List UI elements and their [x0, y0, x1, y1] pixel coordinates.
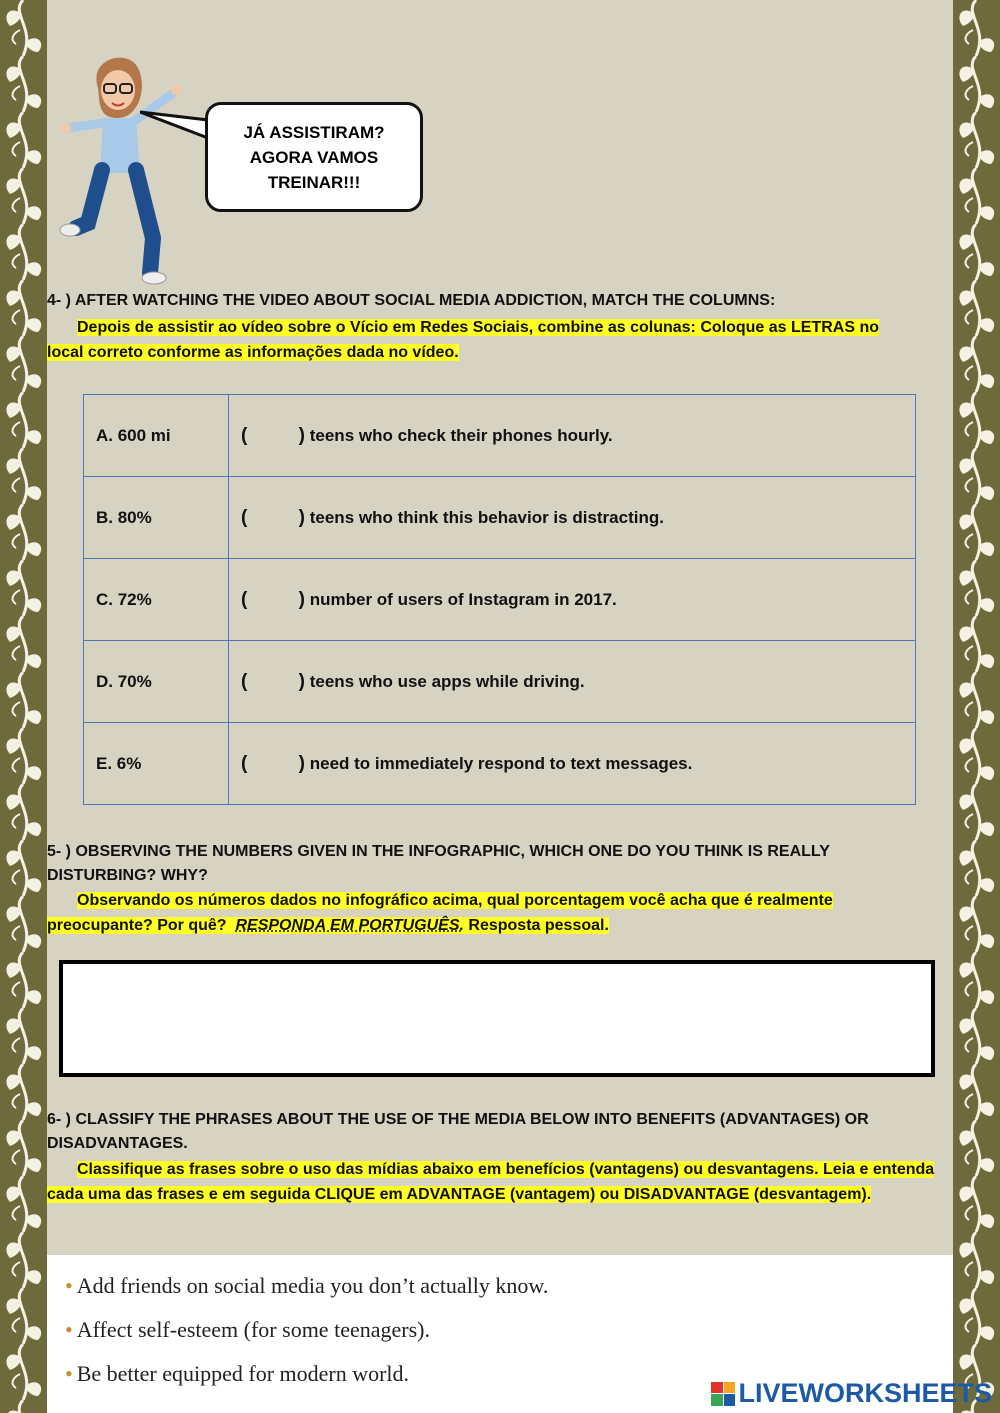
teacher-cartoon	[58, 48, 198, 288]
liveworksheets-logo	[711, 1378, 992, 1409]
option-cell: C. 72%	[84, 559, 229, 641]
speech-bubble-tail	[140, 108, 210, 148]
liveworksheets-logo-icon	[711, 1382, 735, 1406]
speech-bubble-text: JÁ ASSISTIRAM? AGORA VAMOS TREINAR!!!	[243, 122, 385, 192]
option-cell: B. 80%	[84, 477, 229, 559]
table-row	[84, 395, 916, 477]
speech-bubble	[205, 102, 423, 212]
phrase-item[interactable]: • Affect self-esteem (for some teenagers).	[65, 1317, 430, 1342]
question-4-instructions-text: Depois de assistir ao vídeo sobre o Vício em Redes Sociais, combine as colunas: Coloque as LETRAS no local correto conforme as informações dada no vídeo.	[47, 319, 879, 361]
phrase-item[interactable]: • Be better equipped for modern world.	[65, 1361, 410, 1386]
statement-cell	[229, 477, 916, 559]
question-4-title: 4- ) AFTER WATCHING THE VIDEO ABOUT SOCIAL MEDIA ADDICTION, MATCH THE COLUMNS:	[47, 292, 776, 309]
table-row	[84, 723, 916, 805]
question-6-instructions-text: Classifique as frases sobre o uso das mídias abaixo em benefícios (vantagens) ou desvantagens. Leia e entenda cada uma das frases e em seguida CLIQUE em ADVANTAGE (vantagem) ou DISADVANTAGE (desvantagem).	[47, 1161, 935, 1203]
question-6-title: 6- ) CLASSIFY THE PHRASES ABOUT THE USE OF THE MEDIA BELOW INTO BENEFITS (ADVANTAGES) OR DISADVANTAGES.	[47, 1111, 869, 1152]
statement-cell	[229, 559, 916, 641]
option-cell: E. 6%	[84, 723, 229, 805]
table-row	[84, 559, 916, 641]
question-5-instructions	[47, 888, 927, 938]
answer-blank[interactable]: ) (	[241, 588, 305, 610]
vine-border-left	[0, 0, 47, 1413]
question-6-instructions	[47, 1157, 937, 1207]
liveworksheets-logo-text: LIVEWORKSHEETS	[738, 1378, 992, 1408]
statement-text: need to immediately respond to text messages.	[309, 753, 693, 773]
statement-cell	[229, 395, 916, 477]
statement-text: number of users of Instagram in 2017.	[309, 589, 617, 609]
phrase-item[interactable]: • Add friends on social media you don’t actually know.	[65, 1273, 549, 1298]
question-5-emphasis: RESPONDA EM PORTUGUÊS.	[235, 917, 464, 934]
question-4-instructions	[47, 315, 917, 365]
answer-text-box[interactable]	[59, 960, 935, 1077]
table-row	[84, 641, 916, 723]
answer-blank[interactable]: ) (	[241, 670, 305, 692]
option-cell: A. 600 mi	[84, 395, 229, 477]
question-5-title: 5- ) OBSERVING THE NUMBERS GIVEN IN THE INFOGRAPHIC, WHICH ONE DO YOU THINK IS REALLY DISTURBING? WHY?	[47, 843, 830, 884]
answer-blank[interactable]: ) (	[241, 752, 305, 774]
vine-border-right	[953, 0, 1000, 1413]
answer-blank[interactable]: ) (	[241, 424, 305, 446]
statement-text: teens who think this behavior is distracting.	[309, 507, 664, 527]
match-columns-table	[83, 394, 916, 805]
statement-text: teens who use apps while driving.	[309, 671, 585, 691]
answer-blank[interactable]: ) (	[241, 506, 305, 528]
statement-text: teens who check their phones hourly.	[309, 425, 613, 445]
question-5-instructions-text: Observando os números dados no infográfico acima, qual porcentagem você acha que é realmente preocupante? Por quê?	[47, 892, 833, 934]
option-cell: D. 70%	[84, 641, 229, 723]
question-5-note: Resposta pessoal.	[468, 917, 609, 934]
statement-cell	[229, 641, 916, 723]
table-row	[84, 477, 916, 559]
statement-cell	[229, 723, 916, 805]
